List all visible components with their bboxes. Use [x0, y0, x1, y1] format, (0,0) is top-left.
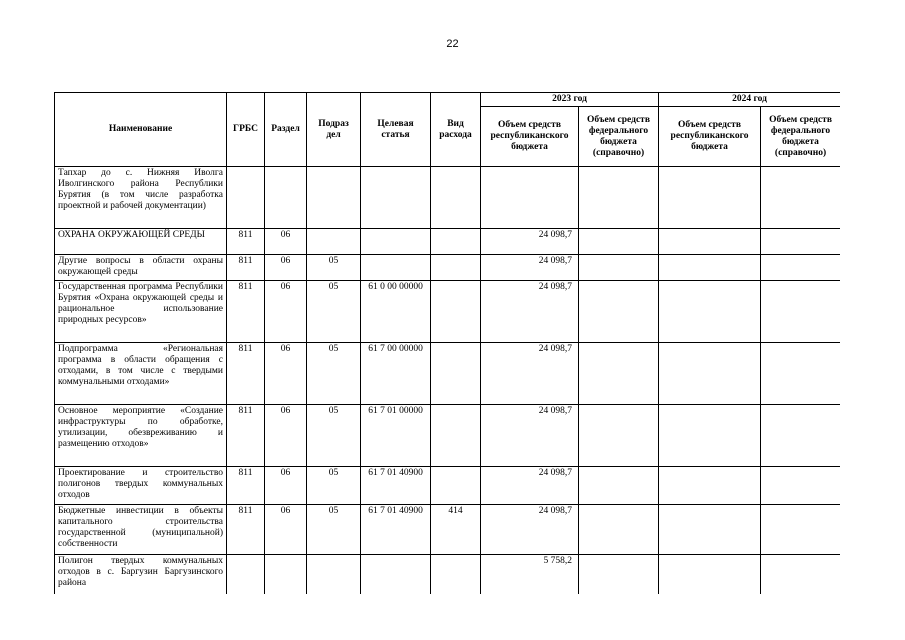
- row-2023-rep: 24 098,7: [481, 281, 579, 343]
- header-grbs: ГРБС: [227, 93, 265, 167]
- table-row: [55, 281, 841, 343]
- row-2023-fed: [579, 555, 659, 595]
- row-2024-rep: [659, 467, 761, 505]
- header-podrazdel: Подраз дел: [307, 93, 361, 167]
- table-row: [55, 167, 841, 229]
- row-celevaya: [361, 555, 431, 595]
- table-row: [55, 405, 841, 467]
- row-grbs: 811: [227, 405, 265, 467]
- row-2023-fed: [579, 167, 659, 229]
- row-2024-fed: [761, 281, 840, 343]
- header-year-2024: 2024 год: [659, 93, 840, 107]
- row-2024-fed: [761, 343, 840, 405]
- row-celevaya: 61 7 00 00000: [361, 343, 431, 405]
- row-2023-rep: 24 098,7: [481, 343, 579, 405]
- row-2024-fed: [761, 505, 840, 555]
- row-razdel: 06: [265, 405, 307, 467]
- row-vid: [431, 281, 481, 343]
- row-name: Государственная программа Республики Бурятия «Охрана окружающей среды и рациональное использование природных ресурсов»: [55, 281, 227, 343]
- row-podrazdel: 05: [307, 343, 361, 405]
- row-razdel: 06: [265, 505, 307, 555]
- row-name: Тапхар до с. Нижняя Иволга Иволгинского района Республики Бурятия (в том числе разработка проектной и рабочей документации): [55, 167, 227, 229]
- row-vid: [431, 343, 481, 405]
- table-row: [55, 467, 841, 505]
- row-2024-rep: [659, 281, 761, 343]
- row-celevaya: [361, 255, 431, 281]
- table-row: [55, 505, 841, 555]
- header-year-2023: 2023 год: [481, 93, 659, 107]
- row-2023-fed: [579, 255, 659, 281]
- row-celevaya: 61 7 01 40900: [361, 505, 431, 555]
- page-number: 22: [446, 38, 459, 50]
- row-2023-rep: 24 098,7: [481, 467, 579, 505]
- row-2024-rep: [659, 255, 761, 281]
- row-2023-fed: [579, 505, 659, 555]
- row-razdel: 06: [265, 255, 307, 281]
- row-razdel: 06: [265, 229, 307, 255]
- row-grbs: 811: [227, 467, 265, 505]
- row-2023-rep: [481, 167, 579, 229]
- row-grbs: 811: [227, 343, 265, 405]
- row-grbs: 811: [227, 255, 265, 281]
- header-name: Наименование: [55, 93, 227, 167]
- row-2024-fed: [761, 555, 840, 595]
- row-podrazdel: 05: [307, 405, 361, 467]
- row-name: ОХРАНА ОКРУЖАЮЩЕЙ СРЕДЫ: [55, 229, 227, 255]
- row-name: Другие вопросы в области охраны окружающей среды: [55, 255, 227, 281]
- row-grbs: 811: [227, 281, 265, 343]
- header-vid: Вид расхода: [431, 93, 481, 167]
- row-podrazdel: 05: [307, 467, 361, 505]
- budget-table-container: [54, 92, 840, 594]
- row-2024-rep: [659, 505, 761, 555]
- row-vid: [431, 167, 481, 229]
- row-podrazdel: [307, 555, 361, 595]
- row-2023-rep: 24 098,7: [481, 405, 579, 467]
- header-celevaya: Целевая статья: [361, 93, 431, 167]
- table-row: [55, 255, 841, 281]
- row-razdel: 06: [265, 467, 307, 505]
- row-2024-rep: [659, 167, 761, 229]
- header-razdel: Раздел: [265, 93, 307, 167]
- row-2024-rep: [659, 405, 761, 467]
- row-vid: [431, 255, 481, 281]
- row-2024-fed: [761, 229, 840, 255]
- table-body: [55, 167, 841, 595]
- row-celevaya: [361, 167, 431, 229]
- row-2023-fed: [579, 405, 659, 467]
- header-2023-fed: Объем средств федерального бюджета (справочно): [579, 107, 659, 167]
- row-name: Проектирование и строительство полигонов твердых коммунальных отходов: [55, 467, 227, 505]
- row-grbs: 811: [227, 505, 265, 555]
- table-row: [55, 229, 841, 255]
- row-2023-fed: [579, 281, 659, 343]
- header-2023-rep: Объем средств республиканского бюджета: [481, 107, 579, 167]
- budget-table: [54, 92, 840, 594]
- row-name: Бюджетные инвестиции в объекты капитального строительства государственной (муниципальной) собственности: [55, 505, 227, 555]
- row-grbs: [227, 555, 265, 595]
- row-2023-rep: 24 098,7: [481, 505, 579, 555]
- row-podrazdel: [307, 229, 361, 255]
- row-2023-fed: [579, 343, 659, 405]
- row-name: Основное мероприятие «Создание инфраструктуры по обработке, утилизации, обезвреживанию и размещению отходов»: [55, 405, 227, 467]
- row-podrazdel: 05: [307, 505, 361, 555]
- row-2024-fed: [761, 167, 840, 229]
- row-razdel: 06: [265, 281, 307, 343]
- row-vid: [431, 467, 481, 505]
- row-grbs: [227, 167, 265, 229]
- header-2024-rep: Объем средств республиканского бюджета: [659, 107, 761, 167]
- row-grbs: 811: [227, 229, 265, 255]
- row-vid: [431, 229, 481, 255]
- row-2023-rep: 5 758,2: [481, 555, 579, 595]
- row-2023-fed: [579, 229, 659, 255]
- row-celevaya: 61 0 00 00000: [361, 281, 431, 343]
- row-vid: [431, 405, 481, 467]
- row-name: Полигон твердых коммунальных отходов в с. Баргузин Баргузинского района: [55, 555, 227, 595]
- row-podrazdel: 05: [307, 281, 361, 343]
- row-2024-fed: [761, 405, 840, 467]
- row-razdel: [265, 555, 307, 595]
- header-2024-fed: Объем средств федерального бюджета (справочно): [761, 107, 840, 167]
- row-vid: 414: [431, 505, 481, 555]
- table-row: [55, 555, 841, 595]
- row-razdel: 06: [265, 343, 307, 405]
- row-celevaya: 61 7 01 00000: [361, 405, 431, 467]
- row-2024-rep: [659, 229, 761, 255]
- row-name: Подпрограмма «Региональная программа в области обращения с отходами, в том числе с твердыми коммунальными отходами»: [55, 343, 227, 405]
- row-2023-rep: 24 098,7: [481, 229, 579, 255]
- table-row: [55, 343, 841, 405]
- row-2023-rep: 24 098,7: [481, 255, 579, 281]
- row-2024-rep: [659, 343, 761, 405]
- row-2024-fed: [761, 467, 840, 505]
- row-razdel: [265, 167, 307, 229]
- row-podrazdel: [307, 167, 361, 229]
- row-2024-fed: [761, 255, 840, 281]
- row-celevaya: [361, 229, 431, 255]
- row-podrazdel: 05: [307, 255, 361, 281]
- row-celevaya: 61 7 01 40900: [361, 467, 431, 505]
- row-vid: [431, 555, 481, 595]
- row-2023-fed: [579, 467, 659, 505]
- row-2024-rep: [659, 555, 761, 595]
